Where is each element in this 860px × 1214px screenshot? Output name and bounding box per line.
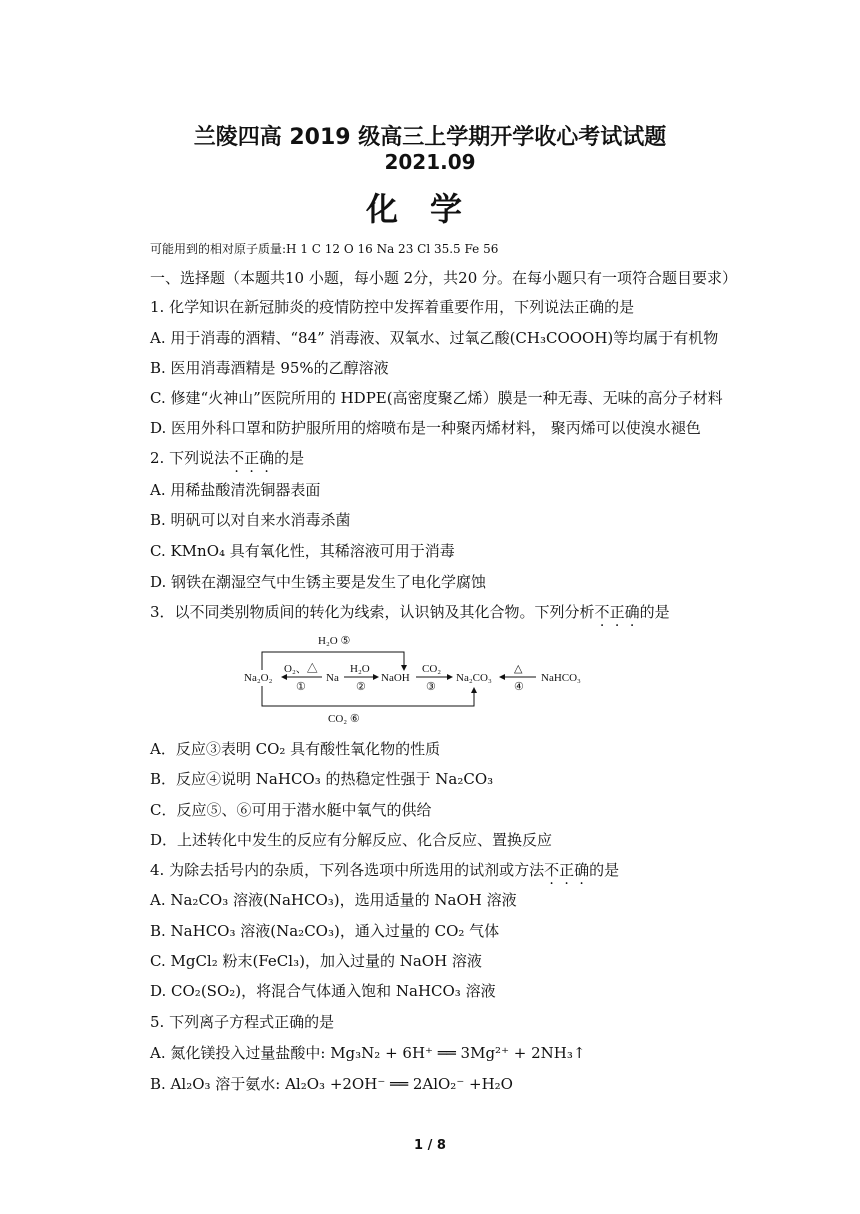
question-4-option-b: B. NaHCO₃ 溶液(Na₂CO₃)，通入过量的 CO₂ 气体 (150, 922, 500, 940)
reaction-6-label: CO₂ ⑥ (328, 713, 360, 725)
reaction-5-label: H₂O ⑤ (318, 635, 351, 647)
question-1-option-c: C. 修建“火神山”医院所用的 HDPE(高密度聚乙烯）膜是一种无毒、无味的高分子材料 (150, 389, 723, 407)
species-na2o2: Na₂O₂ (244, 672, 273, 684)
question-3-option-b: B．反应④说明 NaHCO₃ 的热稳定性强于 Na₂CO₃ (150, 770, 494, 788)
question-3-option-a: A．反应③表明 CO₂ 具有酸性氧化物的性质 (150, 740, 441, 758)
question-4-option-c: C. MgCl₂ 粉末(FeCl₃)，加入过量的 NaOH 溶液 (150, 952, 482, 970)
question-4-option-a: A. Na₂CO₃ 溶液(NaHCO₃)，选用适量的 NaOH 溶液 (150, 891, 517, 909)
emphasis-marked-text: 不正确 (594, 603, 640, 621)
question-2-stem: 2. 下列说法不正确的是 (150, 449, 305, 467)
section-heading: 一、选择题（本题共10 小题，每小题 2分，共20 分。在每小题只有一项符合题目要求） (150, 269, 738, 287)
sodium-conversion-diagram (236, 630, 596, 725)
arrow-reaction-6 (262, 686, 474, 706)
emphasis-marked-text: 不正确 (229, 449, 275, 467)
reaction-1-number: ① (296, 681, 306, 693)
question-5-option-b: B. Al₂O₃ 溶于氨水: Al₂O₃ +2OH⁻ ══ 2AlO₂⁻ +H₂O (150, 1075, 513, 1093)
question-2-option-c: C. KMnO₄ 具有氧化性，其稀溶液可用于消毒 (150, 542, 455, 560)
reaction-4-conditions: △ (514, 663, 523, 675)
question-1-stem: 1. 化学知识在新冠肺炎的疫情防控中发挥着重要作用，下列说法正确的是 (150, 298, 635, 316)
exam-date: 2021.09 (384, 150, 476, 174)
species-na2co3: Na₂CO₃ (456, 672, 492, 684)
question-2-option-a: A. 用稀盐酸清洗铜器表面 (150, 481, 321, 499)
question-1-option-b: B. 医用消毒酒精是 95%的乙醇溶液 (150, 359, 389, 377)
question-1-option-a: A. 用于消毒的酒精、“84” 消毒液、双氧水、过氧乙酸(CH₃COOOH)等均属于有机物 (150, 329, 719, 347)
question-1-option-d: D. 医用外科口罩和防护服所用的熔喷布是一种聚丙烯材料， 聚丙烯可以使溴水褪色 (150, 419, 701, 437)
question-4-stem: 4. 为除去括号内的杂质，下列各选项中所选用的试剂或方法不正确的是 (150, 861, 620, 879)
question-2-option-b: B. 明矾可以对自来水消毒杀菌 (150, 511, 351, 529)
species-na: Na (326, 672, 339, 684)
reaction-3-reagent: CO₂ (422, 663, 442, 675)
reaction-2-number: ② (356, 681, 366, 693)
reaction-1-conditions: O₂、△ (284, 663, 318, 675)
page-number: 1 / 8 (414, 1138, 446, 1153)
subject-heading: 化学 (365, 190, 494, 228)
question-3-option-d: D．上述转化中发生的反应有分解反应、化合反应、置换反应 (150, 831, 553, 849)
question-5-stem: 5. 下列离子方程式正确的是 (150, 1013, 335, 1031)
question-3-option-c: C．反应⑤、⑥可用于潜水艇中氧气的供给 (150, 801, 432, 819)
reaction-2-reagent: H₂O (350, 663, 370, 675)
question-2-option-d: D. 钢铁在潮湿空气中生锈主要是发生了电化学腐蚀 (150, 573, 487, 591)
emphasis-marked-text: 不正确 (544, 861, 590, 879)
atomic-masses: 可能用到的相对原子质量:H 1 C 12 O 16 Na 23 Cl 35.5 Fe 56 (150, 242, 499, 256)
question-5-option-a: A. 氮化镁投入过量盐酸中: Mg₃N₂ + 6H⁺ ══ 3Mg²⁺ + 2NH₃↑ (150, 1044, 586, 1062)
species-naoh: NaOH (381, 672, 410, 684)
question-3-stem: 3．以不同类别物质间的转化为线索，认识钠及其化合物。下列分析不正确的是 (150, 603, 670, 621)
species-nahco3: NaHCO₃ (541, 672, 581, 684)
reaction-3-number: ③ (426, 681, 436, 693)
reaction-4-number: ④ (514, 681, 524, 693)
question-4-option-d: D. CO₂(SO₂)，将混合气体通入饱和 NaHCO₃ 溶液 (150, 982, 496, 1000)
exam-title: 兰陵四高 2019 级高三上学期开学收心考试试题 (193, 125, 667, 150)
